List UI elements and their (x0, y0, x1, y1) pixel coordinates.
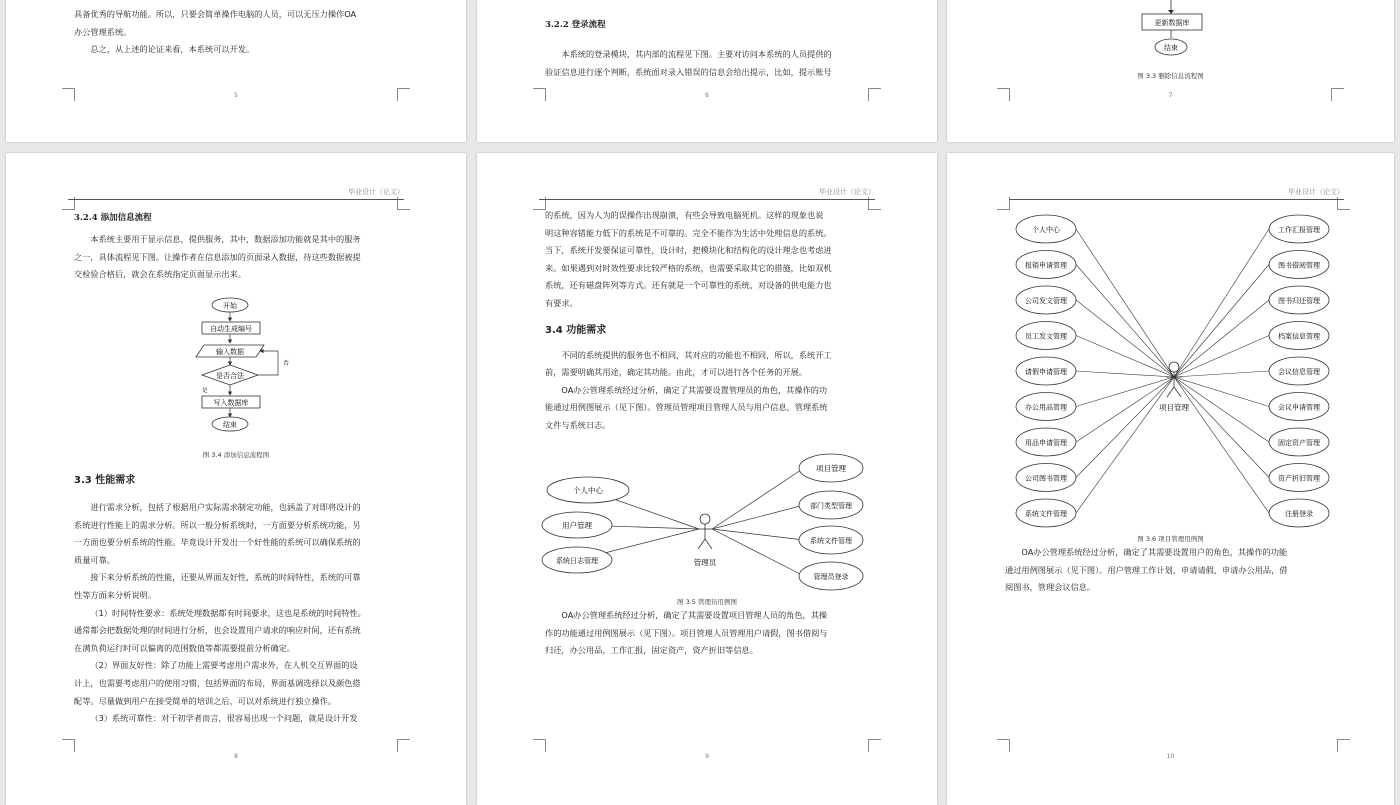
usecase-label: 资产折旧管理 (1278, 474, 1320, 483)
page-header: 毕业设计（论文） (1009, 187, 1344, 200)
text-line: 计上，也需要考虑用户的使用习惯，包括界面的布局，界面基调选择以及颜色搭 (74, 677, 361, 688)
text-line: 进行需求分析，包括了根据用户实际需求制定功能，也涵盖了对即将设计的 (90, 502, 361, 512)
usecase-label: 图书归还管理 (1278, 297, 1320, 305)
margin-mark (533, 739, 546, 752)
usecase-label: 公司图书管理 (1025, 474, 1067, 483)
text-line: （3）系统可靠性：对于初学者而言，很容易出现一个问题，就是设计开发 (90, 713, 358, 724)
section-heading: 3.2.4 添加信息流程 (74, 213, 152, 223)
flow-end-label: 结束 (223, 421, 237, 429)
usecase-label: 会议申请管理 (1278, 403, 1320, 412)
flow-input-label: 输入数据 (216, 348, 244, 356)
page-9-top (545, 207, 869, 435)
text-line: OA办公管理系统经过分析，确定了其需要设置管理员的角色，其操作的功 (561, 384, 828, 395)
usecase-label: 系统文件管理 (1025, 510, 1067, 518)
usecase-label: 员工发文管理 (1025, 332, 1067, 341)
flow-no-label: 否 (283, 360, 290, 367)
text-line: 系统进行性能上的需求分析。所以一般分析系统时，一方面要分析系统功能，另 (74, 519, 361, 530)
page-6-text (545, 18, 869, 81)
delete-flowchart-fragment (947, 0, 1394, 100)
section-heading: 3.4 功能需求 (545, 324, 607, 336)
usecase-label: 用户管理 (562, 521, 592, 530)
usecase-label: 用品申请管理 (1025, 439, 1067, 447)
actor-label: 项目管理 (1159, 403, 1189, 412)
page-9 (477, 153, 937, 805)
page-header: 毕业设计（论文） (68, 187, 404, 200)
page-number: 6 (705, 92, 709, 99)
margin-mark (397, 739, 410, 752)
page-8 (6, 153, 466, 805)
figure-caption: 图 3.4 添加信息流程图 (202, 451, 270, 459)
page-8-intro (74, 211, 402, 284)
page-number: 10 (1166, 753, 1175, 760)
text-line: 的系统，因为人为的误操作出现崩溃，有些会导致电脑死机。这样的现象也说 (545, 210, 824, 220)
flow-start-label: 开始 (223, 302, 237, 310)
text-line: 明这种容错能力低下的系统是不可靠的。完全不能作为生活中处理信息的系统。 (545, 227, 832, 238)
page-5 (6, 0, 466, 142)
add-info-flowchart (6, 295, 466, 435)
text-line: 通过用例图展示（见下图）。用户管理工作计划，申请请假，申请办公用品，借 (1005, 564, 1288, 575)
text-line: （1）时间特性要求：系统处理数据都有时间要求，这也是系统的时间特性。 (90, 607, 366, 618)
actor-project-manager (1166, 362, 1182, 397)
text-line: 在满负荷运行时可以偏离的范围数值等都需要提前分析确定。 (74, 642, 296, 653)
flow-check-label: 是否合法 (216, 372, 244, 380)
text-line: 有要求。 (545, 297, 578, 308)
text-line: 归还，办公用品，工作汇报，固定资产，资产折旧等信息。 (545, 645, 758, 656)
text-line: 本系统主要用于显示信息，提供服务，其中，数据添加功能就是其中的服务 (90, 234, 361, 244)
usecase-label: 注册登录 (1285, 510, 1313, 518)
usecase-label: 固定资产管理 (1278, 439, 1320, 447)
usecase-label: 公司发文管理 (1025, 297, 1067, 305)
text-line: 文件与系统日志。 (545, 419, 611, 430)
text-line: 质量可靠。 (74, 554, 115, 565)
usecase-label: 图书借阅管理 (1278, 261, 1320, 270)
page-10 (947, 153, 1394, 805)
text-line: OA办公管理系统经过分析，确定了其需要设置用户的角色，其操作的功能 (1021, 547, 1288, 557)
usecase-label: 档案信息管理 (1278, 332, 1320, 341)
text-line: 系统，还有磁盘阵列等方式。还有就是一个可靠性的系统，对设备的供电能力也 (545, 280, 832, 291)
page-number: 7 (1168, 92, 1173, 99)
page-number: 9 (705, 753, 709, 760)
text-line: 一方面也要分析系统的性能。毕竟设计开发出一个好性能的系统可以确保系统的 (74, 537, 361, 548)
project-manager-usecase-diagram (947, 209, 1394, 529)
margin-mark (1337, 739, 1350, 752)
page-number: 5 (234, 92, 238, 99)
section-heading: 3.3 性能需求 (74, 475, 136, 486)
figure-caption: 图 3.5 管理员用例图 (677, 598, 737, 606)
page-number: 8 (234, 753, 238, 760)
flow-box-label: 更新数据库 (1154, 19, 1190, 27)
text-line: 配等。尽量做到用户在接受简单的培训之后，可以对系统进行独立操作。 (74, 695, 337, 706)
text-line: 来。如果遇到对时效性要求比较严格的系统，也需要采取其它的措施，比如双机 (545, 262, 832, 273)
page-8-body (74, 473, 402, 728)
usecase-label: 项目管理 (816, 464, 846, 473)
usecase-label: 报销申请管理 (1025, 261, 1067, 270)
text-line: 办公管理系统。 (74, 26, 132, 37)
section-heading: 3.2.2 登录流程 (545, 20, 606, 30)
flow-write-label: 写入数据库 (213, 399, 249, 407)
text-line: OA办公管理系统经过分析，确定了其需要设置项目管理人员的角色，其操 (561, 610, 828, 620)
actor-label: 管理员 (693, 558, 717, 567)
usecase-label: 个人中心 (573, 486, 603, 495)
text-line: 作的功能通过用例图展示（见下图）。项目管理人员管理用户请假，图书借阅与 (545, 627, 828, 638)
admin-usecase-diagram (477, 449, 937, 599)
usecase-label: 部门类型管理 (810, 502, 852, 510)
text-line: 能通过用例图展示（见下图）。管理员管理项目管理人员与用户信息，管理系统 (545, 402, 828, 413)
usecase-label: 系统文件管理 (810, 537, 852, 545)
figure-caption: 图 3.3 删除信息流程图 (1137, 72, 1204, 80)
usecase-label: 请假申请管理 (1025, 368, 1067, 376)
text-line: 当下，系统开发要保证可靠性，设计时，把模块化和结构化的设计理念也考虑进 (545, 245, 832, 256)
usecase-label: 办公用品管理 (1025, 403, 1067, 412)
usecase-label: 管理员登录 (813, 573, 849, 581)
text-line: （2）界面友好性：除了功能上需要考虑用户需求外，在人机交互界面的设 (90, 660, 358, 671)
margin-mark (997, 739, 1010, 752)
text-line: 验证信息进行逐个判断，系统面对录入错误的信息会给出提示，比如，提示账号 (545, 66, 832, 77)
text-line: 具备优秀的导航功能。所以，只要会简单操作电脑的人员，可以无压力操作OA (74, 9, 357, 19)
text-line: 之一，具体流程见下图。让操作者在信息添加的页面录入数据，待这些数据被提 (74, 251, 361, 262)
flow-yes-label: 是 (202, 388, 208, 394)
page-header: 毕业设计（论文） (539, 187, 875, 200)
text-line: 阅图书，管理会议信息。 (1005, 582, 1096, 593)
flow-end-label: 结束 (1164, 44, 1178, 52)
margin-mark (868, 739, 881, 752)
text-line: 交检验合格后，就会在系统指定页面显示出来。 (74, 269, 246, 280)
text-line: 本系统的登录模块，其内部的流程见下图。主要对访问本系统的人员提供的 (561, 49, 832, 59)
page-9-bottom (545, 607, 869, 660)
usecase-label: 会议信息管理 (1278, 368, 1320, 376)
page-5-text (74, 6, 402, 59)
text-line: 前，需要明确其用途，确定其功能。由此，才可以进行各个任务的开展。 (545, 367, 808, 378)
page-6 (477, 0, 937, 142)
usecase-label: 个人中心 (1032, 226, 1060, 234)
page-10-text (1005, 544, 1344, 597)
text-line: 通常都会把数据处理的时间进行分析，也会设置用户请求的响应时间，还有系统 (74, 625, 361, 636)
usecase-label: 系统日志管理 (556, 557, 598, 565)
usecase-label: 工作汇报管理 (1278, 226, 1320, 234)
text-line: 不同的系统提供的服务也不相同，其对应的功能也不相同，所以，系统开工 (561, 349, 832, 360)
text-line: 接下来分析系统的性能，还要从界面友好性，系统的时间特性，系统的可靠 (90, 572, 361, 583)
text-line: 总之，从上述的论证来看，本系统可以开发。 (90, 44, 255, 55)
page-7 (947, 0, 1394, 142)
text-line: 性等方面来分析说明。 (74, 589, 156, 600)
margin-mark (62, 739, 75, 752)
figure-caption: 图 3.6 项目管理用例图 (1137, 535, 1204, 543)
actor-admin (697, 514, 713, 549)
flow-auto-label: 自动生成编号 (210, 325, 252, 333)
